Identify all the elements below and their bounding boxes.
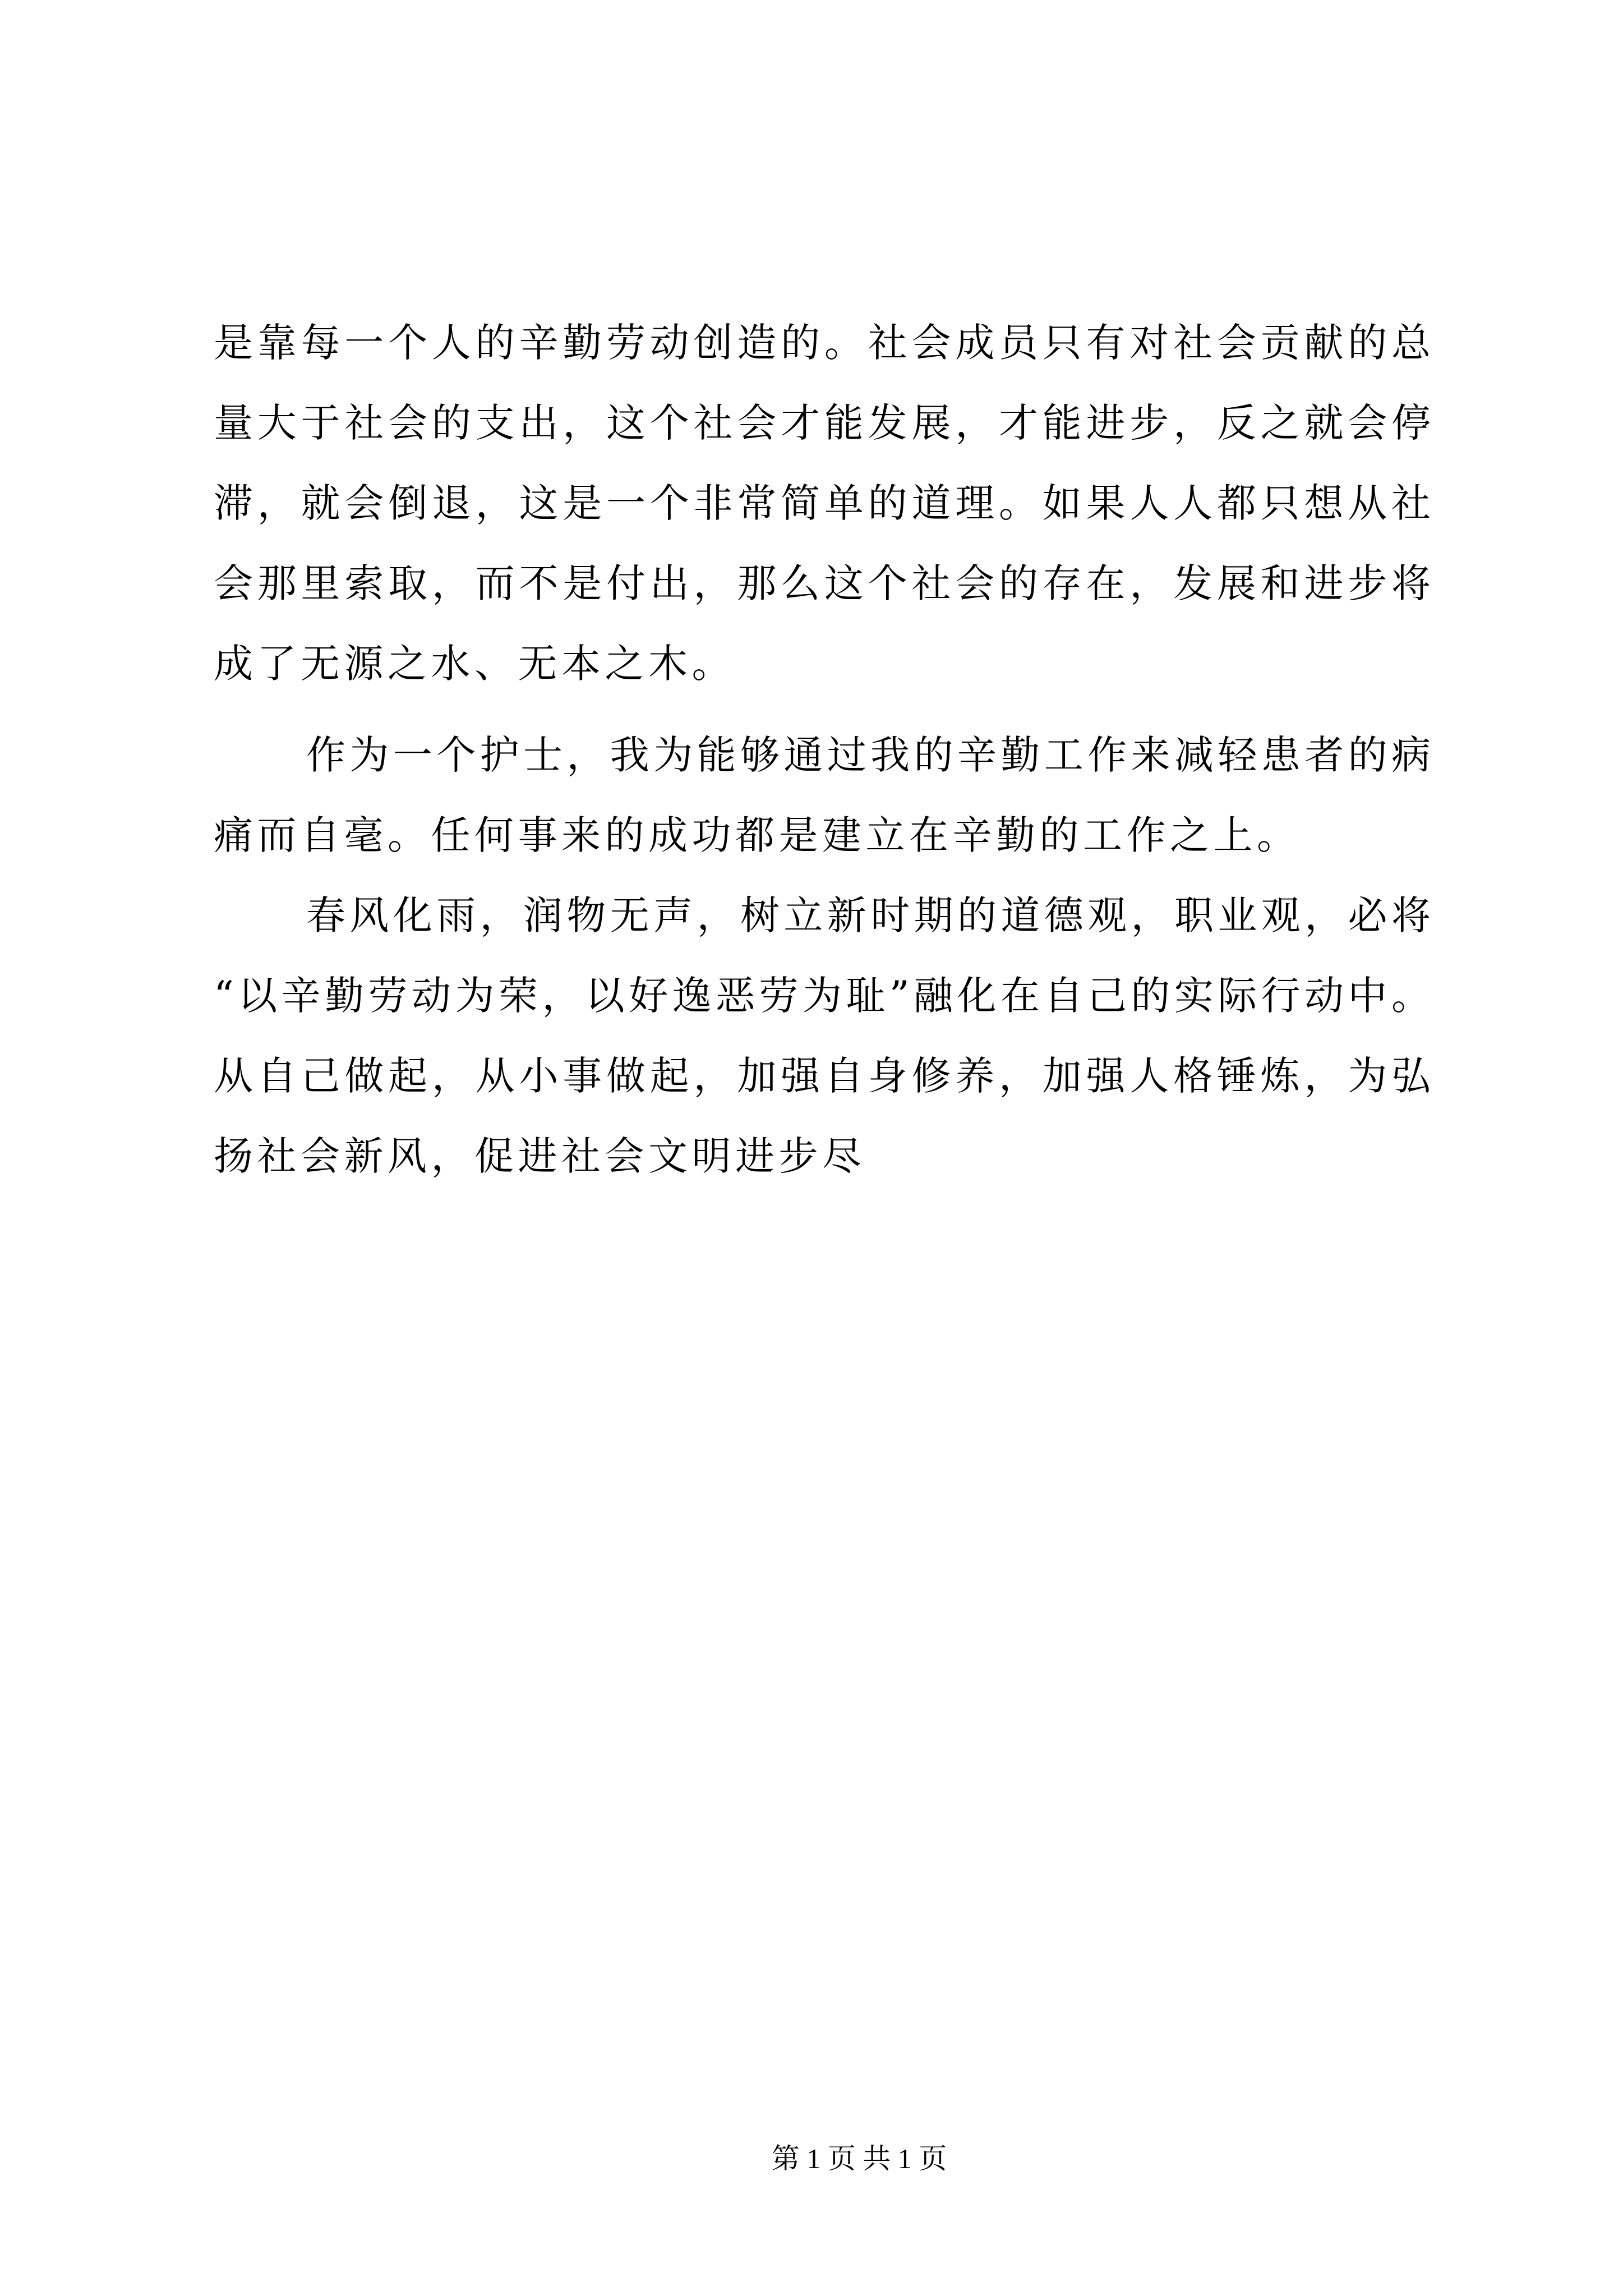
- text-line: 滞，就会倒退，这是一个非常简单的道理。如果人人都只想从社: [214, 480, 1431, 526]
- paragraph-1: [214, 303, 1431, 704]
- text-line: 作为一个护士，我为能够通过我的辛勤工作来减轻患者的病: [306, 732, 1431, 778]
- paragraph-3: [214, 876, 1431, 1197]
- text-line: 春风化雨，润物无声，树立新时期的道德观，职业观，必将: [306, 892, 1431, 938]
- text-line: 是靠每一个人的辛勤劳动创造的。社会成员只有对社会贡献的总: [214, 320, 1431, 366]
- text-line: 痛而自毫。任何事来的成功都是建立在辛勤的工作之上。: [214, 812, 1301, 858]
- text-line: 从自己做起，从小事做起，加强自身修养，加强人格锤炼，为弘: [214, 1053, 1431, 1099]
- paragraph-2: [214, 715, 1431, 876]
- text-line: “以辛勤劳动为荣，以好逸恶劳为耻”融化在自己的实际行动中。: [214, 973, 1431, 1019]
- text-line: 扬社会新风，促进社会文明进步尽: [214, 1133, 866, 1179]
- document-body: [214, 303, 1431, 1197]
- page-footer: 第 1 页 共 1 页: [771, 2143, 947, 2174]
- text-line: 成了无源之水、无本之木。: [214, 641, 735, 687]
- text-line: 量大于社会的支出，这个社会才能发展，才能进步，反之就会停: [214, 400, 1431, 446]
- text-line: 会那里索取，而不是付出，那么这个社会的存在，发展和进步将: [214, 560, 1431, 606]
